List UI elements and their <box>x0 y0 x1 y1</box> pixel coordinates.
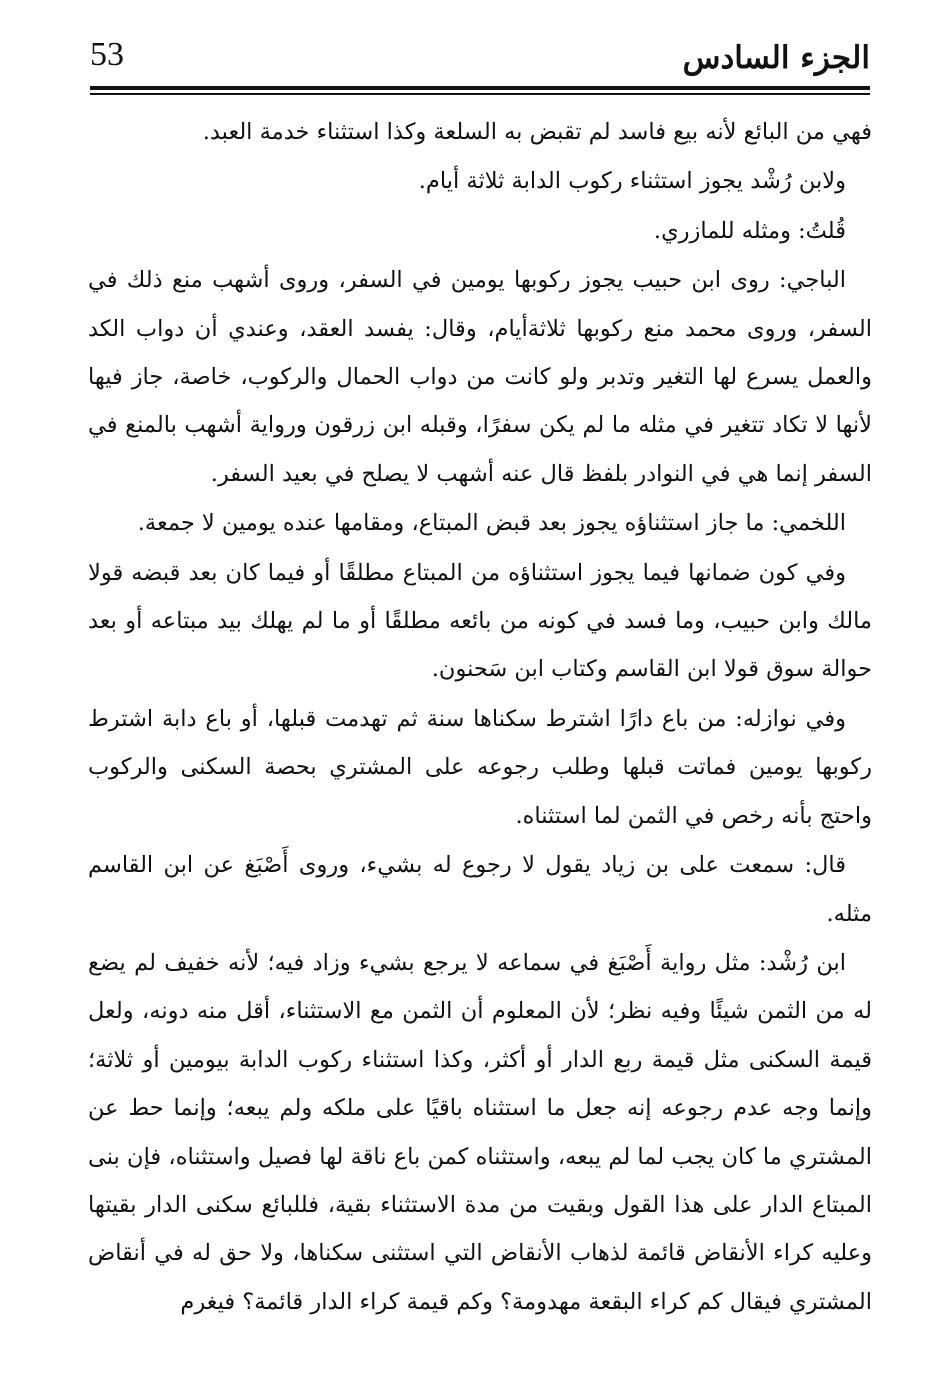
paragraph: وفي كون ضمانها فيما يجوز استثناؤه من المبتاع مطلقًا أو فيما كان بعد قبضه قولا مالك وابن حبيب، وما فسد في كونه من بائعه مطلقًا أو ما لم يهلك بيد مبتاعه أو بعد حوالة سوق قولا ابن القاسم وكتاب ابن سَحنون. <box>88 559 872 683</box>
paragraph: قال: سمعت على بن زياد يقول لا رجوع له بشيء، وروى أَصْبَغ عن ابن القاسم مثله. <box>88 852 872 927</box>
paragraph: اللخمي: ما جاز استثناؤه يجوز بعد قبض المبتاع، ومقامها عنده يومين لا جمعة. <box>137 510 846 537</box>
paragraph: ابن رُشْد: مثل رواية أَصْبَغ في سماعه لا يرجع بشيء وزاد فيه؛ لأنه خفيف لم يضع له من الثمن شيئًا وفيه نظر؛ لأن المعلوم أن الثمن مع الاستثناء، أقل منه دونه، ولعل قيمة السكنى مثل قيمة ربع الدار أو أكثر، وكذا استثناء ركوب الدابة بيومين أو ثلاثة؛ وإنما وجه عدم رجوعه إنه جعل ما استثناه باقيًا على ملكه ولم يبعه؛ وإنما حط عن المشتري ما كان يجب لما لم يبعه، واستثناه كمن باع ناقة لها فصيل واستثناه، فإن بنى المبتاع الدار على هذا القول وبقيت من مدة الاستثناء بقية، فللبائع سكنى الدار بقيتها وعليه كراء الأنقاض قائمة لذهاب الأنقاض التي استثنى سكناها، ولا حق له في أنقاض المشتري فيقال كم كراء البقعة مهدومة؟ وكم قيمة كراء الدار قائمة؟ فيغرم <box>88 949 872 1315</box>
header-rule-thin <box>90 93 870 95</box>
paragraph: الباجي: روى ابن حبيب يجوز ركوبها يومين في السفر، وروى أشهب منع ذلك في السفر، وروى محمد منع ركوبها ثلاثةأيام، وقال: يفسد العقد، وعندي أن دواب الكد والعمل يسرع لها التغير وتدبر ولو كانت من دواب الحمال والركوب، خاصة، جاز فيها لأنها لا تكاد تتغير في مثله ما لم يكن سفرًا، وقبله ابن زرقون ورواية أشهب بالمنع في السفر إنما هي في النوادر بلفظ قال عنه أشهب لا يصلح في بعيد السفر. <box>88 267 872 487</box>
paragraph: ولابن رُشْد يجوز استثناء ركوب الدابة ثلاثة أيام. <box>418 168 846 195</box>
paragraph: فهي من البائع لأنه بيع فاسد لم تقبض به السلعة وكذا استثناء خدمة العبد. <box>202 119 872 145</box>
body-text <box>88 108 872 1327</box>
running-title: الجزء السادس <box>682 40 870 76</box>
header-rule-thick <box>90 86 870 90</box>
page-number: 53 <box>90 36 124 73</box>
paragraph: قُلتُ: ومثله للمازري. <box>653 217 846 244</box>
page-header <box>90 30 870 86</box>
paragraph: وفي نوازله: من باع دارًا اشترط سكناها سنة ثم تهدمت قبلها، أو باع دابة اشترط ركوبها يومين فماتت قبلها وطلب رجوعه على المشتري بحصة السكنى والركوب واحتج بأنه رخص في الثمن لما استثناه. <box>88 705 872 829</box>
